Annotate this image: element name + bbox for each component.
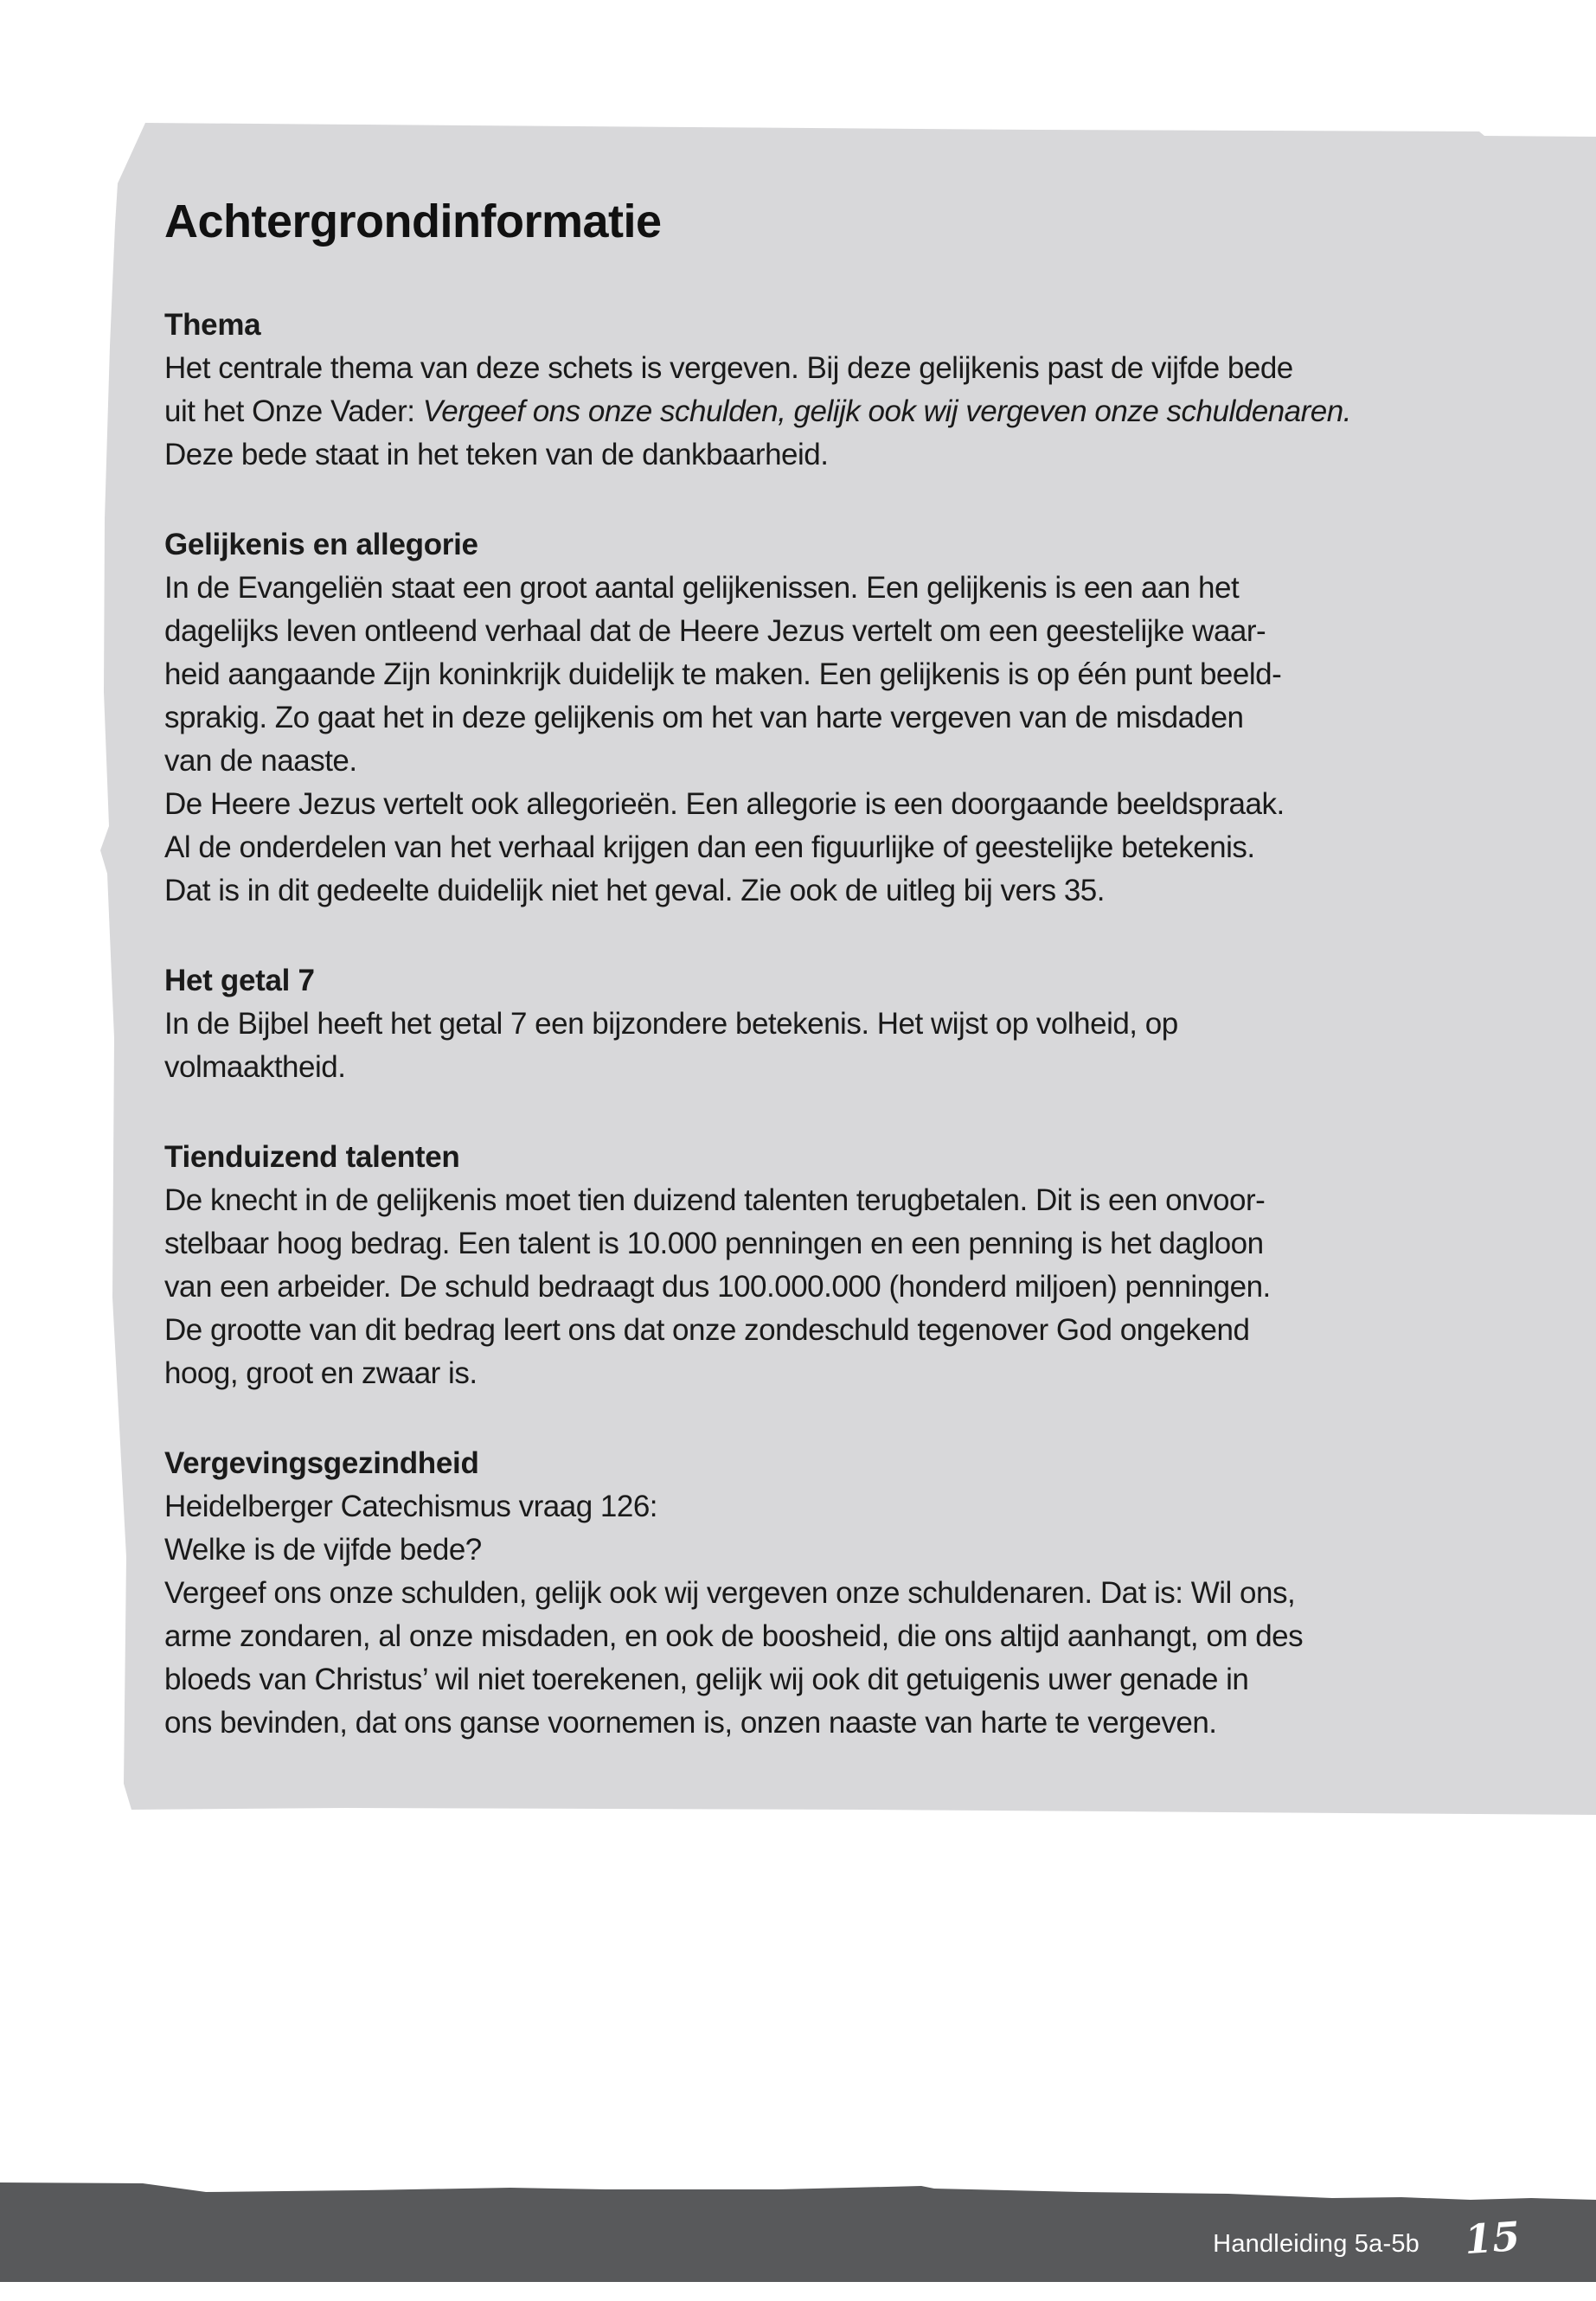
footer (1213, 2212, 1522, 2264)
text-segment: van een arbeider. De schuld bedraagt dus 100.000.000 (honderd miljoen) penningen. (164, 1270, 1271, 1304)
section (164, 304, 1497, 477)
text-segment: arme zondaren, al onze misdaden, en ook de boosheid, die ons altijd aanhangt, om des (164, 1619, 1304, 1653)
section (164, 1136, 1497, 1395)
text-segment: In de Evangeliën staat een groot aantal gelijkenissen. Een gelijkenis is een aan het (164, 571, 1240, 605)
text-line (164, 610, 1497, 653)
text-segment: Dat is in dit gedeelte duidelijk niet het geval. Zie ook de uitleg bij vers 35. (164, 874, 1105, 907)
section (164, 523, 1497, 913)
text-segment: De Heere Jezus vertelt ook allegorieën. Een allegorie is een doorgaande beeldspraak. (164, 787, 1285, 821)
text-segment: Vergeef ons onze schulden, gelijk ook wij vergeven onze schuldenaren. Dat is: Wil ons, (164, 1576, 1296, 1610)
text-line (164, 653, 1497, 696)
page-title: Achtergrondinformatie (164, 195, 662, 247)
text-segment: Het centrale thema van deze schets is vergeven. Bij deze gelijkenis past de vijfde bede (164, 351, 1293, 385)
text-segment: hoog, groot en zwaar is. (164, 1356, 478, 1390)
text-line (164, 1352, 1497, 1395)
text-line (164, 1179, 1497, 1222)
text-segment: bloeds van Christus’ wil niet toerekenen, gelijk wij ook dit getuigenis uwer genade in (164, 1663, 1249, 1696)
text-segment: stelbaar hoog bedrag. Een talent is 10.000 penningen en een penning is het dagloon (164, 1227, 1264, 1260)
text-line (164, 740, 1497, 783)
text-segment: volmaaktheid. (164, 1050, 346, 1084)
text-line (164, 1003, 1497, 1046)
text-line (164, 869, 1497, 913)
section (164, 959, 1497, 1089)
text-segment: Heidelberger Catechismus vraag 126: (164, 1490, 658, 1523)
text-line (164, 1309, 1497, 1352)
text-line (164, 1485, 1497, 1529)
text-line (164, 390, 1497, 433)
footer-label: Handleiding 5a-5b (1213, 2230, 1420, 2258)
sections-container (164, 304, 1497, 1745)
text-segment: dagelijks leven ontleend verhaal dat de Heere Jezus vertelt om een geestelijke waar- (164, 614, 1266, 648)
text-line (164, 1702, 1497, 1745)
text-segment: De knecht in de gelijkenis moet tien duizend talenten terugbetalen. Dit is een onvoor- (164, 1183, 1266, 1217)
section (164, 1442, 1497, 1745)
text-line (164, 1046, 1497, 1089)
text-segment: Deze bede staat in het teken van de dankbaarheid. (164, 438, 829, 471)
text-line (164, 1572, 1497, 1615)
text-segment: In de Bijbel heeft het getal 7 een bijzondere betekenis. Het wijst op volheid, op (164, 1007, 1178, 1041)
footer-page-number: 15 (1463, 2212, 1522, 2264)
content-column (164, 195, 1497, 1745)
text-segment: De grootte van dit bedrag leert ons dat onze zondeschuld tegenover God ongekend (164, 1313, 1250, 1347)
text-line (164, 826, 1497, 869)
section-heading: Gelijkenis en allegorie (164, 528, 478, 561)
text-segment: ons bevinden, dat ons ganse voornemen is, onzen naaste van harte te vergeven. (164, 1706, 1217, 1740)
text-segment: heid aangaande Zijn koninkrijk duidelijk te maken. Een gelijkenis is op één punt beeld- (164, 657, 1282, 691)
section-heading: Het getal 7 (164, 964, 315, 997)
text-segment: sprakig. Zo gaat het in deze gelijkenis om het van harte vergeven van de misdaden (164, 701, 1244, 734)
text-line (164, 567, 1497, 610)
text-line (164, 696, 1497, 740)
text-line (164, 347, 1497, 390)
text-line (164, 1266, 1497, 1309)
text-line (164, 1222, 1497, 1266)
text-segment: uit het Onze Vader: (164, 394, 423, 428)
text-line (164, 1529, 1497, 1572)
text-segment: Welke is de vijfde bede? (164, 1533, 482, 1567)
section-heading: Thema (164, 308, 261, 342)
text-segment: Al de onderdelen van het verhaal krijgen dan een figuurlijke of geestelijke betekenis. (164, 830, 1255, 864)
section-heading: Vergevingsgezindheid (164, 1446, 479, 1480)
section-heading: Tienduizend talenten (164, 1140, 460, 1174)
text-line (164, 433, 1497, 477)
text-segment: van de naaste. (164, 744, 357, 778)
text-line (164, 1658, 1497, 1702)
italic-text-segment: Vergeef ons onze schulden, gelijk ook wij vergeven onze schuldenaren. (422, 394, 1351, 428)
text-line (164, 1615, 1497, 1658)
text-line (164, 783, 1497, 826)
